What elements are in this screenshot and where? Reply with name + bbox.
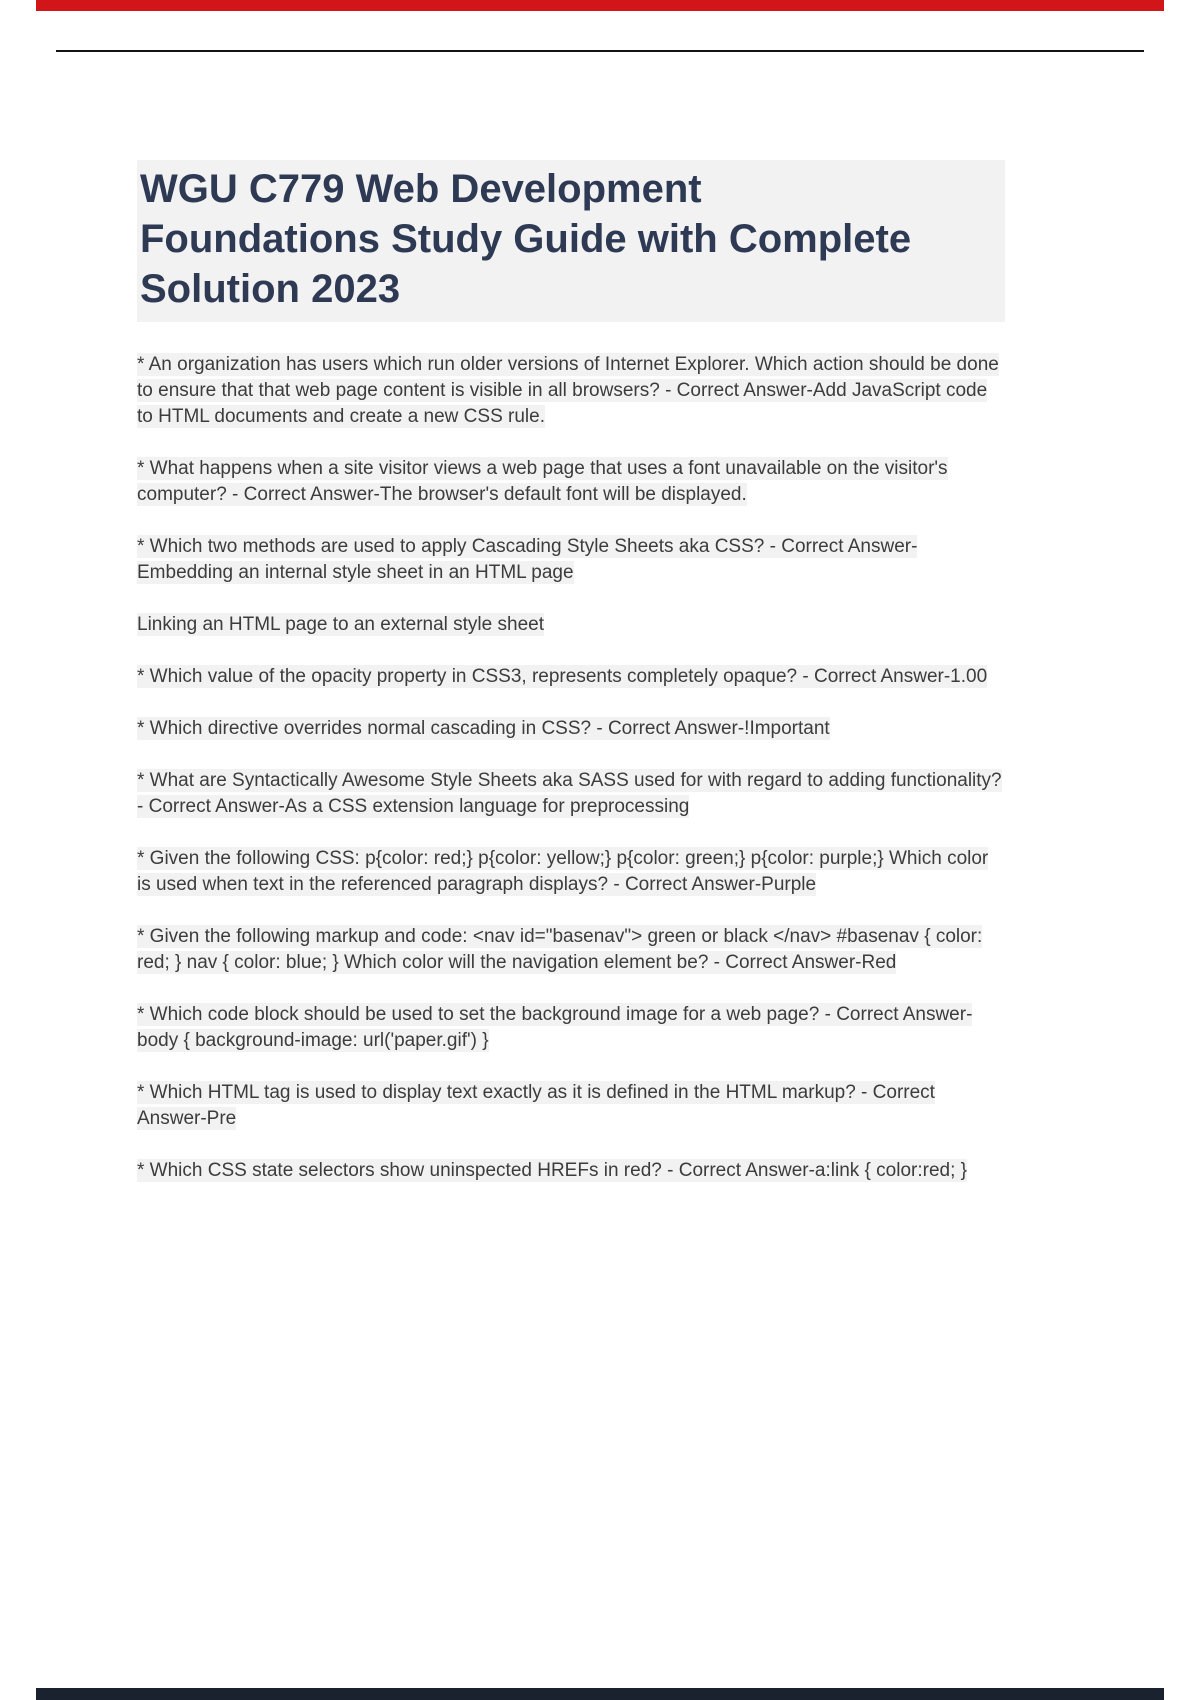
top-red-bar bbox=[36, 0, 1164, 11]
qa-paragraph bbox=[137, 846, 1005, 898]
qa-paragraph bbox=[137, 352, 1005, 430]
title-line: Foundations Study Guide with Complete bbox=[140, 217, 912, 261]
qa-paragraph bbox=[137, 1002, 1005, 1054]
qa-text: * An organization has users which run older versions of Internet Explorer. Which action should be done to ensure that that web page content is visible in all browsers? - Correct Answer-Add JavaScript code to HTML documents and create a new CSS rule. bbox=[137, 354, 999, 427]
title-line: Solution 2023 bbox=[140, 267, 401, 311]
qa-paragraph bbox=[137, 1158, 1005, 1184]
qa-text: * Which two methods are used to apply Cascading Style Sheets aka CSS? - Correct Answer-Embedding an internal style sheet in an HTML page bbox=[137, 536, 918, 583]
qa-paragraph bbox=[137, 1080, 1005, 1132]
qa-paragraph bbox=[137, 534, 1005, 586]
qa-text: * What happens when a site visitor views a web page that uses a font unavailable on the visitor's computer? - Correct Answer-The browser's default font will be displayed. bbox=[137, 458, 948, 505]
qa-paragraph bbox=[137, 716, 1005, 742]
qa-text: Linking an HTML page to an external style sheet bbox=[137, 614, 544, 635]
document-title bbox=[137, 160, 1005, 322]
title-line: WGU C779 Web Development bbox=[140, 167, 702, 211]
qa-paragraph bbox=[137, 612, 1005, 638]
qa-text: * Which CSS state selectors show uninspected HREFs in red? - Correct Answer-a:link { color:red; } bbox=[137, 1160, 968, 1181]
qa-text: * Which directive overrides normal cascading in CSS? - Correct Answer-!Important bbox=[137, 718, 830, 739]
qa-paragraph bbox=[137, 456, 1005, 508]
document-content bbox=[137, 160, 1005, 1210]
bottom-navy-bar bbox=[36, 1688, 1164, 1700]
qa-paragraph bbox=[137, 664, 1005, 690]
qa-text: * Which HTML tag is used to display text exactly as it is defined in the HTML markup? - Correct Answer-Pre bbox=[137, 1082, 935, 1129]
qa-text: * What are Syntactically Awesome Style Sheets aka SASS used for with regard to adding functionality? - Correct Answer-As a CSS extension language for preprocessing bbox=[137, 770, 1002, 817]
qa-text: * Given the following markup and code: <nav id="basenav"> green or black </nav> #basenav { color: red; } nav { color: blue; } Which color will the navigation element be? - Correct Answer-Red bbox=[137, 926, 983, 973]
qa-text: * Which code block should be used to set the background image for a web page? - Correct Answer-body { background-image: url('paper.gif') } bbox=[137, 1004, 973, 1051]
qa-paragraph bbox=[137, 924, 1005, 976]
header-divider-line bbox=[56, 50, 1144, 52]
qa-text: * Given the following CSS: p{color: red;} p{color: yellow;} p{color: green;} p{color: purple;} Which color is used when text in the referenced paragraph displays? - Correct Answer-Purple bbox=[137, 848, 989, 895]
qa-paragraph bbox=[137, 768, 1005, 820]
qa-text: * Which value of the opacity property in CSS3, represents completely opaque? - Correct Answer-1.00 bbox=[137, 666, 988, 687]
